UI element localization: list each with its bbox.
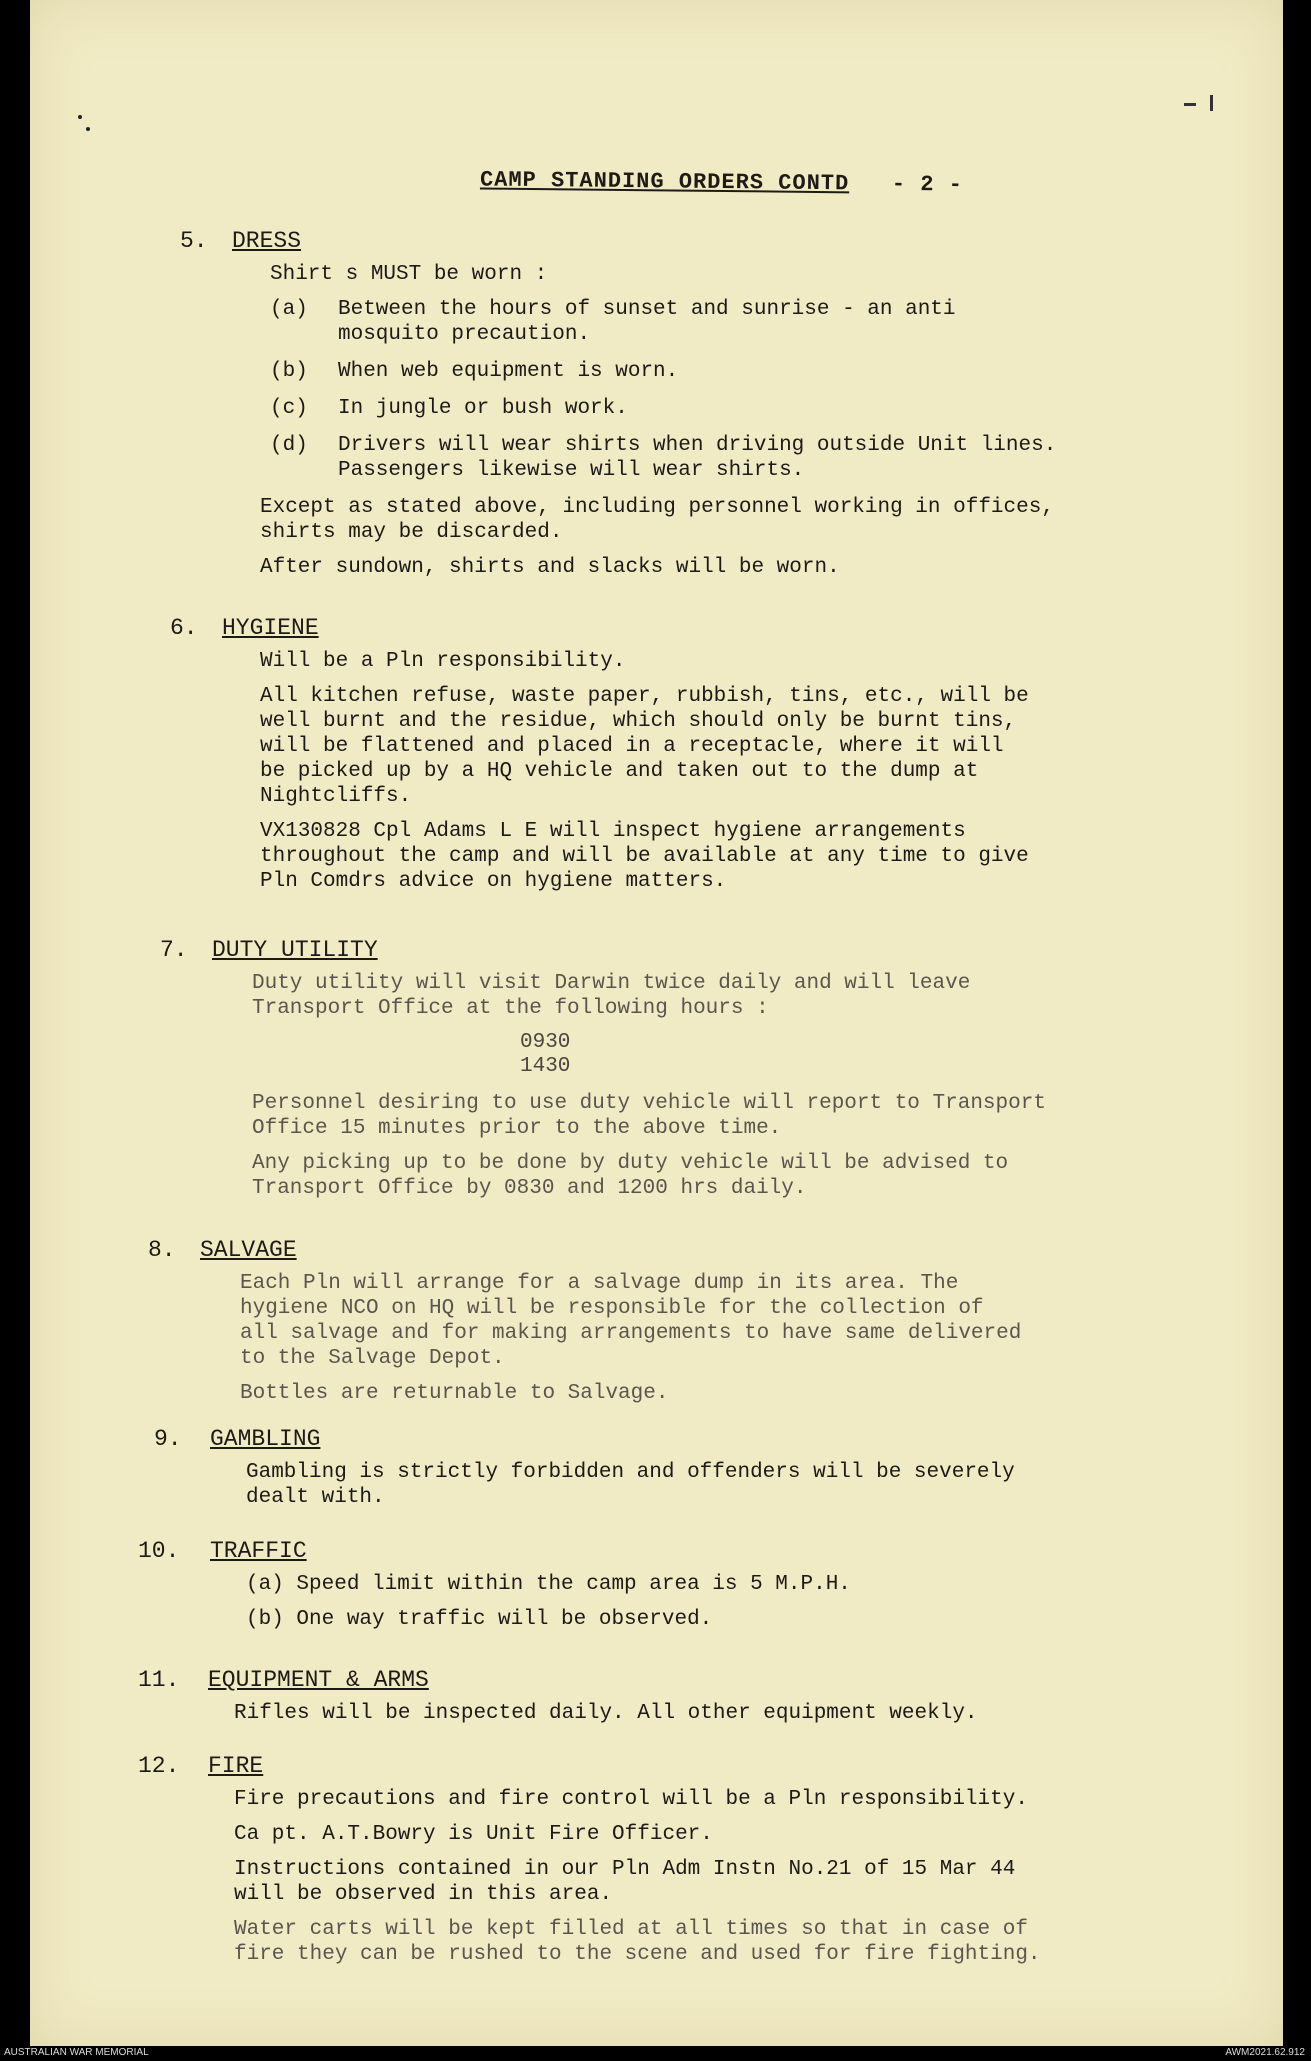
punch-mark (86, 127, 90, 131)
section-number: 11. (138, 1667, 180, 1693)
paragraph: All kitchen refuse, waste paper, rubbish, tins, etc., will be well burnt and the residue, which should only be burnt tins, will be flattened and placed in a receptacle, where it will be picked up by a HQ vehicle and taken out to the dump at Nightcliffs. (260, 685, 1029, 808)
section-title: HYGIENE (222, 615, 319, 641)
archive-footer (0, 2046, 1311, 2061)
section-header (154, 1426, 1015, 1460)
paragraph: Any picking up to be done by duty vehicle will be advised to Transport Office by 0830 and 1200 hrs daily. (252, 1152, 1009, 1200)
list-item: (a) Between the hours of sunset and sunrise - an anti mosquito precaution. (270, 298, 956, 346)
section-title: EQUIPMENT & ARMS (208, 1667, 429, 1693)
paragraph: Each Pln will arrange for a salvage dump in its area. The hygiene NCO on HQ will be responsible for the collection of all salvage and for making arrangements to have same delivered to the Salvage Depot. (240, 1272, 1022, 1370)
paragraph: Gambling is strictly forbidden and offenders will be severely dealt with. (246, 1461, 1015, 1509)
footer-institution: AUSTRALIAN WAR MEMORIAL (4, 2047, 149, 2058)
footer-accession-number: AWM2021.62.912 (1225, 2047, 1305, 2058)
section-dress (180, 228, 1056, 590)
paragraph: (b) One way traffic will be observed. (246, 1608, 713, 1631)
section-duty-utility (160, 937, 1046, 1211)
document-page (30, 0, 1283, 2046)
paragraph: Water carts will be kept filled at all times so that in case of fire they can be rushed to the scene and used for fire fighting. (234, 1918, 1041, 1966)
list-item: (d) Drivers will wear shirts when driving outside Unit lines. Passengers likewise will wear shirts. (270, 434, 1057, 482)
paragraph: (a) Speed limit within the camp area is 5 M.P.H. (246, 1573, 851, 1596)
list-item: (b) When web equipment is worn. (270, 360, 679, 383)
time-value: 1430 (520, 1055, 571, 1078)
section-title: FIRE (208, 1753, 264, 1779)
corner-mark (1210, 95, 1213, 111)
heading-title: CAMP STANDING ORDERS CONTD (479, 167, 850, 197)
paragraph: After sundown, shirts and slacks will be worn. (260, 556, 840, 579)
section-number: 7. (160, 937, 188, 963)
section-header (138, 1667, 978, 1701)
paragraph: Rifles will be inspected daily. All other equipment weekly. (234, 1702, 978, 1725)
paragraph: Except as stated above, including personnel working in offices, shirts may be discarded. (260, 496, 1054, 544)
section-hygiene (170, 615, 1029, 904)
section-number: 8. (148, 1237, 176, 1263)
section-title: DRESS (232, 228, 302, 254)
section-number: 6. (170, 615, 198, 641)
section-header (148, 1237, 1021, 1271)
section-title: TRAFFIC (210, 1538, 307, 1564)
section-number: 9. (154, 1426, 182, 1452)
section-traffic (138, 1538, 851, 1642)
section-header (138, 1538, 851, 1572)
paragraph: Bottles are returnable to Salvage. (240, 1382, 669, 1405)
page-number: - 2 - (891, 171, 964, 198)
list-item: (c) In jungle or bush work. (270, 397, 628, 420)
section-equipment-arms (138, 1667, 978, 1736)
section-header (160, 937, 1046, 971)
section-number: 10. (138, 1538, 180, 1564)
departure-times (520, 1031, 1046, 1079)
section-title: DUTY UTILITY (212, 937, 378, 963)
paragraph: Fire precautions and fire control will be a Pln responsibility. (234, 1788, 1028, 1811)
paragraph: Ca pt. A.T.Bowry is Unit Fire Officer. (234, 1823, 713, 1846)
punch-mark (78, 115, 82, 119)
paragraph: Instructions contained in our Pln Adm Instn No.21 of 15 Mar 44 will be observed in this area. (234, 1858, 1016, 1906)
section-header (170, 615, 1029, 649)
paragraph: Shirt s MUST be worn : (270, 263, 548, 286)
section-number: 5. (180, 228, 208, 254)
paragraph: Personnel desiring to use duty vehicle will report to Transport Office 15 minutes prior to the above time. (252, 1092, 1046, 1140)
section-gambling (154, 1426, 1015, 1520)
corner-mark (1184, 103, 1196, 106)
paragraph: VX130828 Cpl Adams L E will inspect hygiene arrangements throughout the camp and will be available at any time to give Pln Comdrs advice on hygiene matters. (260, 820, 1029, 893)
paragraph: Will be a Pln responsibility. (260, 650, 626, 673)
page-heading (480, 167, 963, 197)
section-title: SALVAGE (200, 1237, 297, 1263)
time-value: 0930 (520, 1031, 571, 1054)
section-fire (138, 1753, 1041, 1977)
section-salvage (148, 1237, 1021, 1416)
section-number: 12. (138, 1753, 180, 1779)
paragraph: Duty utility will visit Darwin twice daily and will leave Transport Office at the following hours : (252, 972, 971, 1020)
section-title: GAMBLING (210, 1426, 321, 1452)
section-header (138, 1753, 1041, 1787)
section-header (180, 228, 1056, 262)
